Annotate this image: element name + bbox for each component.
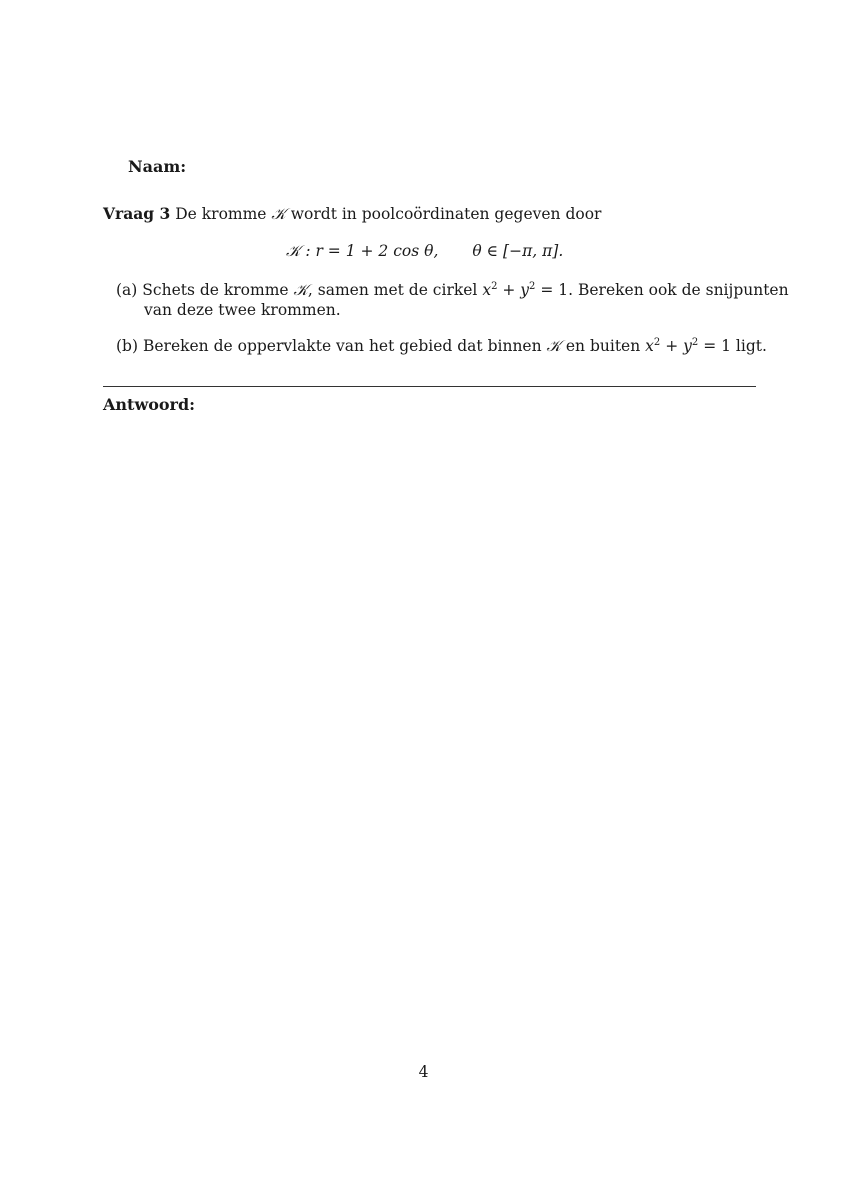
intro-text-after: wordt in poolcoördinaten gegeven door [290,205,602,223]
part-a-line-1 [116,280,789,300]
part-a-marker: (a) [116,281,138,299]
part-b-line [116,336,767,356]
part-b-text-3: = 1 ligt. [703,337,767,355]
part-b-marker: (b) [116,337,139,355]
part-a-text-1: Schets de kromme [142,281,289,299]
part-b-text-2: en buiten [565,337,641,355]
eq-b-sup-2: 2 [691,337,699,348]
eq-y: + y [502,281,530,299]
part-a-text-3: = 1. Bereken ook de snijpunten [540,281,789,299]
eq-b-x: x [645,337,654,355]
answer-label: Antwoord: [103,395,196,414]
eq-x: x [482,281,492,299]
part-a-line-2: van deze twee krommen. [144,301,341,319]
part-a-text-2: , samen met de cirkel [307,281,478,299]
curve-symbol: 𝒦 [271,205,286,223]
eq-b-y: + y [665,337,692,355]
part-b-text-1: Bereken de oppervlakte van het gebied dat binnen [142,337,542,355]
eq-b-sup-1: 2 [653,337,661,348]
curve-symbol-a: 𝒦 [293,281,308,299]
question-label: Vraag 3 [103,204,171,223]
eq-sup-2: 2 [529,281,536,292]
name-label: Naam: [128,157,187,176]
intro-text-before: De kromme [175,205,267,223]
eq-sup-1: 2 [491,281,498,292]
separator-line [103,386,756,387]
page-number: 4 [418,1063,429,1081]
formula-lhs: 𝒦 : r = 1 + 2 cos θ, [286,242,439,260]
question-intro [103,204,601,224]
curve-formula [286,241,563,261]
curve-symbol-b: 𝒦 [546,337,561,355]
formula-domain: θ ∈ [−π, π]. [472,242,564,260]
